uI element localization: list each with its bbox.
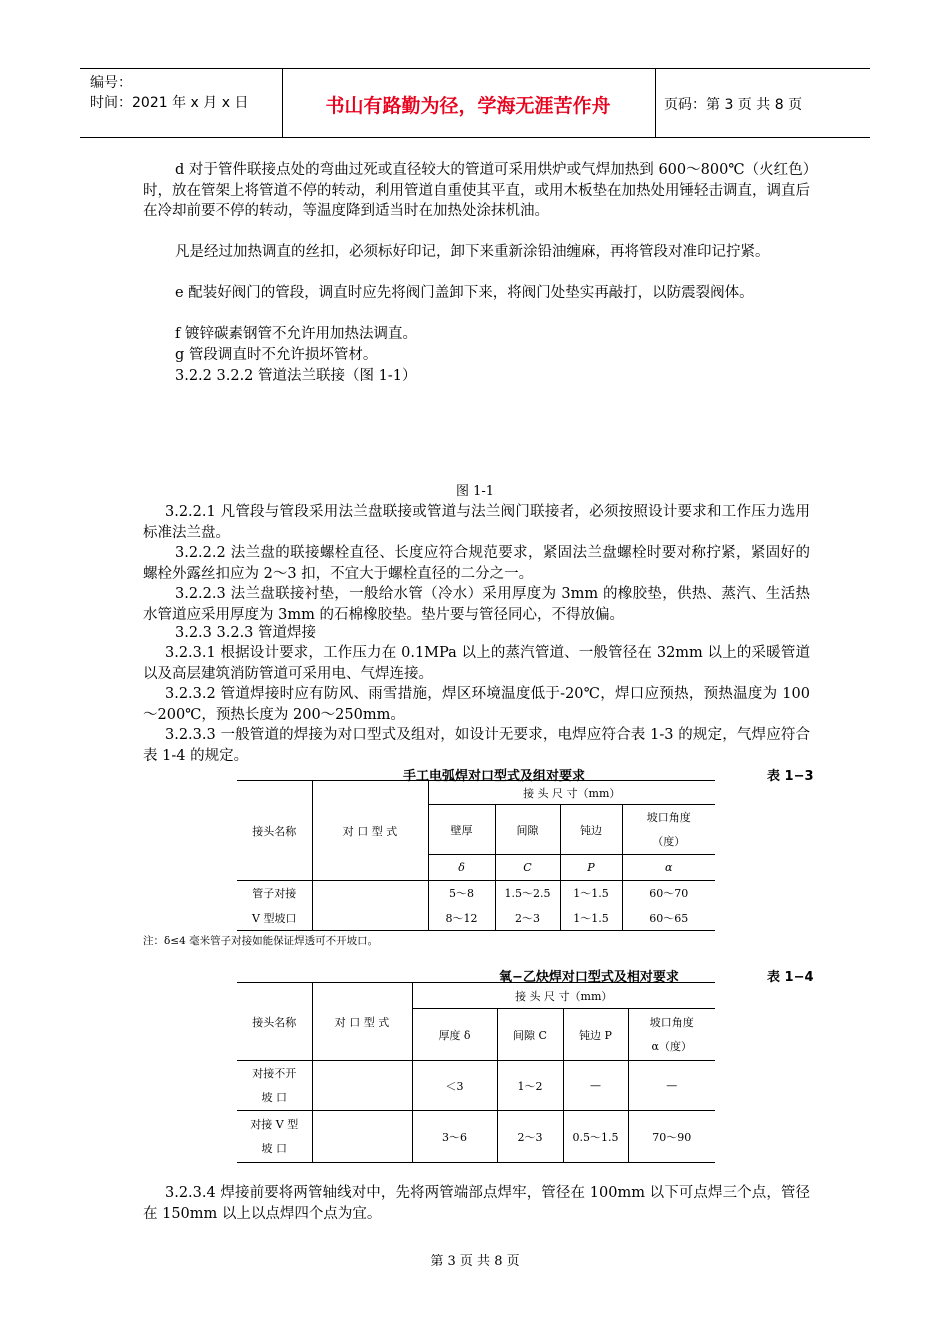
- table13-symbol-gap: C: [495, 855, 560, 881]
- table13-symbol-angle: α: [622, 855, 715, 881]
- doc-number-label: 编号：: [90, 75, 132, 91]
- table13-r2-gap: 2～3: [495, 906, 560, 931]
- paragraph-thread-mark: 凡是经过加热调直的丝扣，必须标好印记，卸下来重新涂铅油缠麻，再将管段对准印记拧紧。: [175, 244, 770, 260]
- page-footer: 第 3 页 共 8 页: [430, 1254, 520, 1269]
- header-meta: [90, 73, 248, 113]
- date-line: 时间：2021 年 x 月 x 日: [90, 95, 249, 111]
- header-page-info: 页码：第 3 页 共 8 页: [664, 97, 803, 113]
- table13-number: 表 1−3: [767, 769, 814, 784]
- paragraph-3-2-3-2: 3.2.3.2 管道焊接时应有防风、雨雪措施，焊区环境温度低于-20℃，焊口应预热，预热温度为 100～200℃，预热长度为 200～250mm。: [143, 686, 810, 723]
- table14-header-gap: 间隙 C: [497, 1009, 563, 1061]
- page-header: [80, 68, 870, 138]
- table14-r1-angle: —: [628, 1061, 715, 1111]
- paragraph-3-2-2-3: 3.2.2.3 法兰盘联接衬垫，一般给水管（冷水）采用厚度为 3mm 的橡胶垫，供热、蒸汽、生活热水管道应采用厚度为 3mm 的石棉橡胶垫。垫片要与管径同心，不得放偏。: [143, 586, 810, 623]
- table14-header-form: 对 口 型 式: [312, 983, 412, 1061]
- table13-header-form: 对 口 型 式: [312, 781, 428, 881]
- table14-r1-blunt: —: [563, 1061, 628, 1111]
- table14-number: 表 1−4: [767, 970, 814, 985]
- table13-header-gap: 间隙: [495, 805, 560, 855]
- table14-row-name-1: [237, 1061, 312, 1111]
- table13-r1-thickness: 5～8: [428, 881, 495, 906]
- table14-header-blunt: 钝边 P: [563, 1009, 628, 1061]
- table14-title: 氧−乙炔焊对口型式及相对要求: [499, 970, 679, 985]
- table-1-4: [237, 982, 715, 1163]
- paragraph-3-2-3-3: 3.2.3.3 一般管道的焊接为对口型式及组对，如设计无要求，电焊应符合表 1-3 的规定，气焊应符合表 1-4 的规定。: [143, 727, 810, 764]
- paragraph-d: d 对于管件联接点处的弯曲过死或直径较大的管道可采用烘炉或气焊加热到 600～800℃（火红色）时，放在管架上将管道不停的转动，利用管道自重使其平直，或用木板垫在加热处用锤轻击调直，调直后在冷却前要不停的转动，等温度降到适当时在加热处涂抹机油。: [143, 162, 810, 219]
- table13-symbol-blunt: P: [560, 855, 622, 881]
- table14-header-name: 接头名称: [237, 983, 312, 1061]
- table13-header-angle-line2: （度）: [652, 834, 686, 848]
- table13-symbol-thickness: δ: [428, 855, 495, 881]
- table14-row2-name-line2: 坡 口: [261, 1141, 287, 1155]
- table13-header-dims: 接 头 尺 寸（mm）: [428, 781, 715, 805]
- table13-r2-thickness: 8～12: [428, 906, 495, 931]
- table14-row1-name-line2: 坡 口: [261, 1090, 287, 1104]
- table13-r2-blunt: 1～1.5: [560, 906, 622, 931]
- table13-header-angle-line1: 坡口角度: [646, 810, 691, 824]
- table14-r1-gap: 1～2: [497, 1061, 563, 1111]
- paragraph-3-2-3-4: 3.2.3.4 焊接前要将两管轴线对中，先将两管端部点焊牢，管径在 100mm 以下可点焊三个点，管径在 150mm 以上以点焊四个点为宜。: [143, 1185, 810, 1222]
- table14-r1-form: [312, 1061, 412, 1111]
- table14-r2-form: [312, 1111, 412, 1163]
- table14-row-name-2: [237, 1111, 312, 1163]
- header-motto: 书山有路勤为径，学海无涯苦作舟: [325, 95, 611, 117]
- table14-r2-angle: 70～90: [628, 1111, 715, 1163]
- table13-r1-blunt: 1～1.5: [560, 881, 622, 906]
- table13-row-name-1: 管子对接: [237, 881, 312, 906]
- table14-r2-thickness: 3～6: [412, 1111, 497, 1163]
- table13-header-blunt: 钝边: [560, 805, 622, 855]
- paragraph-g: g 管段调直时不允许损坏管材。: [175, 347, 378, 363]
- table13-header-thickness: 壁厚: [428, 805, 495, 855]
- table14-header-dims: 接 头 尺 寸（mm）: [412, 983, 715, 1009]
- table14-r2-blunt: 0.5～1.5: [563, 1111, 628, 1163]
- header-divider: [655, 69, 656, 137]
- paragraph-3-2-3-1: 3.2.3.1 根据设计要求，工作压力在 0.1MPa 以上的蒸汽管道、一般管径在 32mm 以上的采暖管道以及高层建筑消防管道可采用电、气焊连接。: [143, 645, 810, 682]
- table-1-3: [237, 780, 715, 931]
- paragraph-e: e 配装好阀门的管段，调直时应先将阀门盖卸下来，将阀门处垫实再敲打，以防震裂阀体。: [175, 285, 754, 301]
- table13-r1-gap: 1.5～2.5: [495, 881, 560, 906]
- paragraph-3-2-2-2: 3.2.2.2 法兰盘的联接螺栓直径、长度应符合规范要求，紧固法兰盘螺栓时要对称拧紧，紧固好的螺栓外露丝扣应为 2～3 扣，不宜大于螺栓直径的二分之一。: [143, 545, 810, 582]
- table13-header-name: 接头名称: [237, 781, 312, 881]
- table14-row2-name-line1: 对接 V 型: [250, 1117, 299, 1131]
- table14-header-angle-line1: 坡口角度: [649, 1015, 694, 1029]
- table14-row1-name-line1: 对接不开: [252, 1066, 297, 1080]
- table13-title: 手工电弧焊对口型式及组对要求: [403, 769, 586, 784]
- table13-row-name-2: V 型坡口: [237, 906, 312, 931]
- table14-r2-gap: 2～3: [497, 1111, 563, 1163]
- table13-r2-angle: 60～65: [622, 906, 715, 931]
- figure-caption: 图 1-1: [455, 484, 495, 499]
- table13-form-cell: [312, 881, 428, 931]
- table13-r1-angle: 60～70: [622, 881, 715, 906]
- table13-header-angle: [622, 805, 715, 855]
- table14-r1-thickness: ＜3: [412, 1061, 497, 1111]
- table14-header-angle-line2: α（度）: [651, 1039, 692, 1053]
- table14-header-angle: [628, 1009, 715, 1061]
- paragraph-f: f 镀锌碳素钢管不允许用加热法调直。: [175, 326, 417, 342]
- table14-header-thickness: 厚度 δ: [412, 1009, 497, 1061]
- table13-note: 注：δ≤4 毫米管子对接如能保证焊透可不开坡口。: [143, 935, 379, 947]
- section-heading-3-2-3: 3.2.3 3.2.3 管道焊接: [175, 625, 317, 641]
- section-heading-3-2-2: 3.2.2 3.2.2 管道法兰联接（图 1-1）: [175, 368, 417, 384]
- paragraph-3-2-2-1: 3.2.2.1 凡管段与管段采用法兰盘联接或管道与法兰阀门联接者，必须按照设计要求和工作压力选用标准法兰盘。: [143, 504, 810, 541]
